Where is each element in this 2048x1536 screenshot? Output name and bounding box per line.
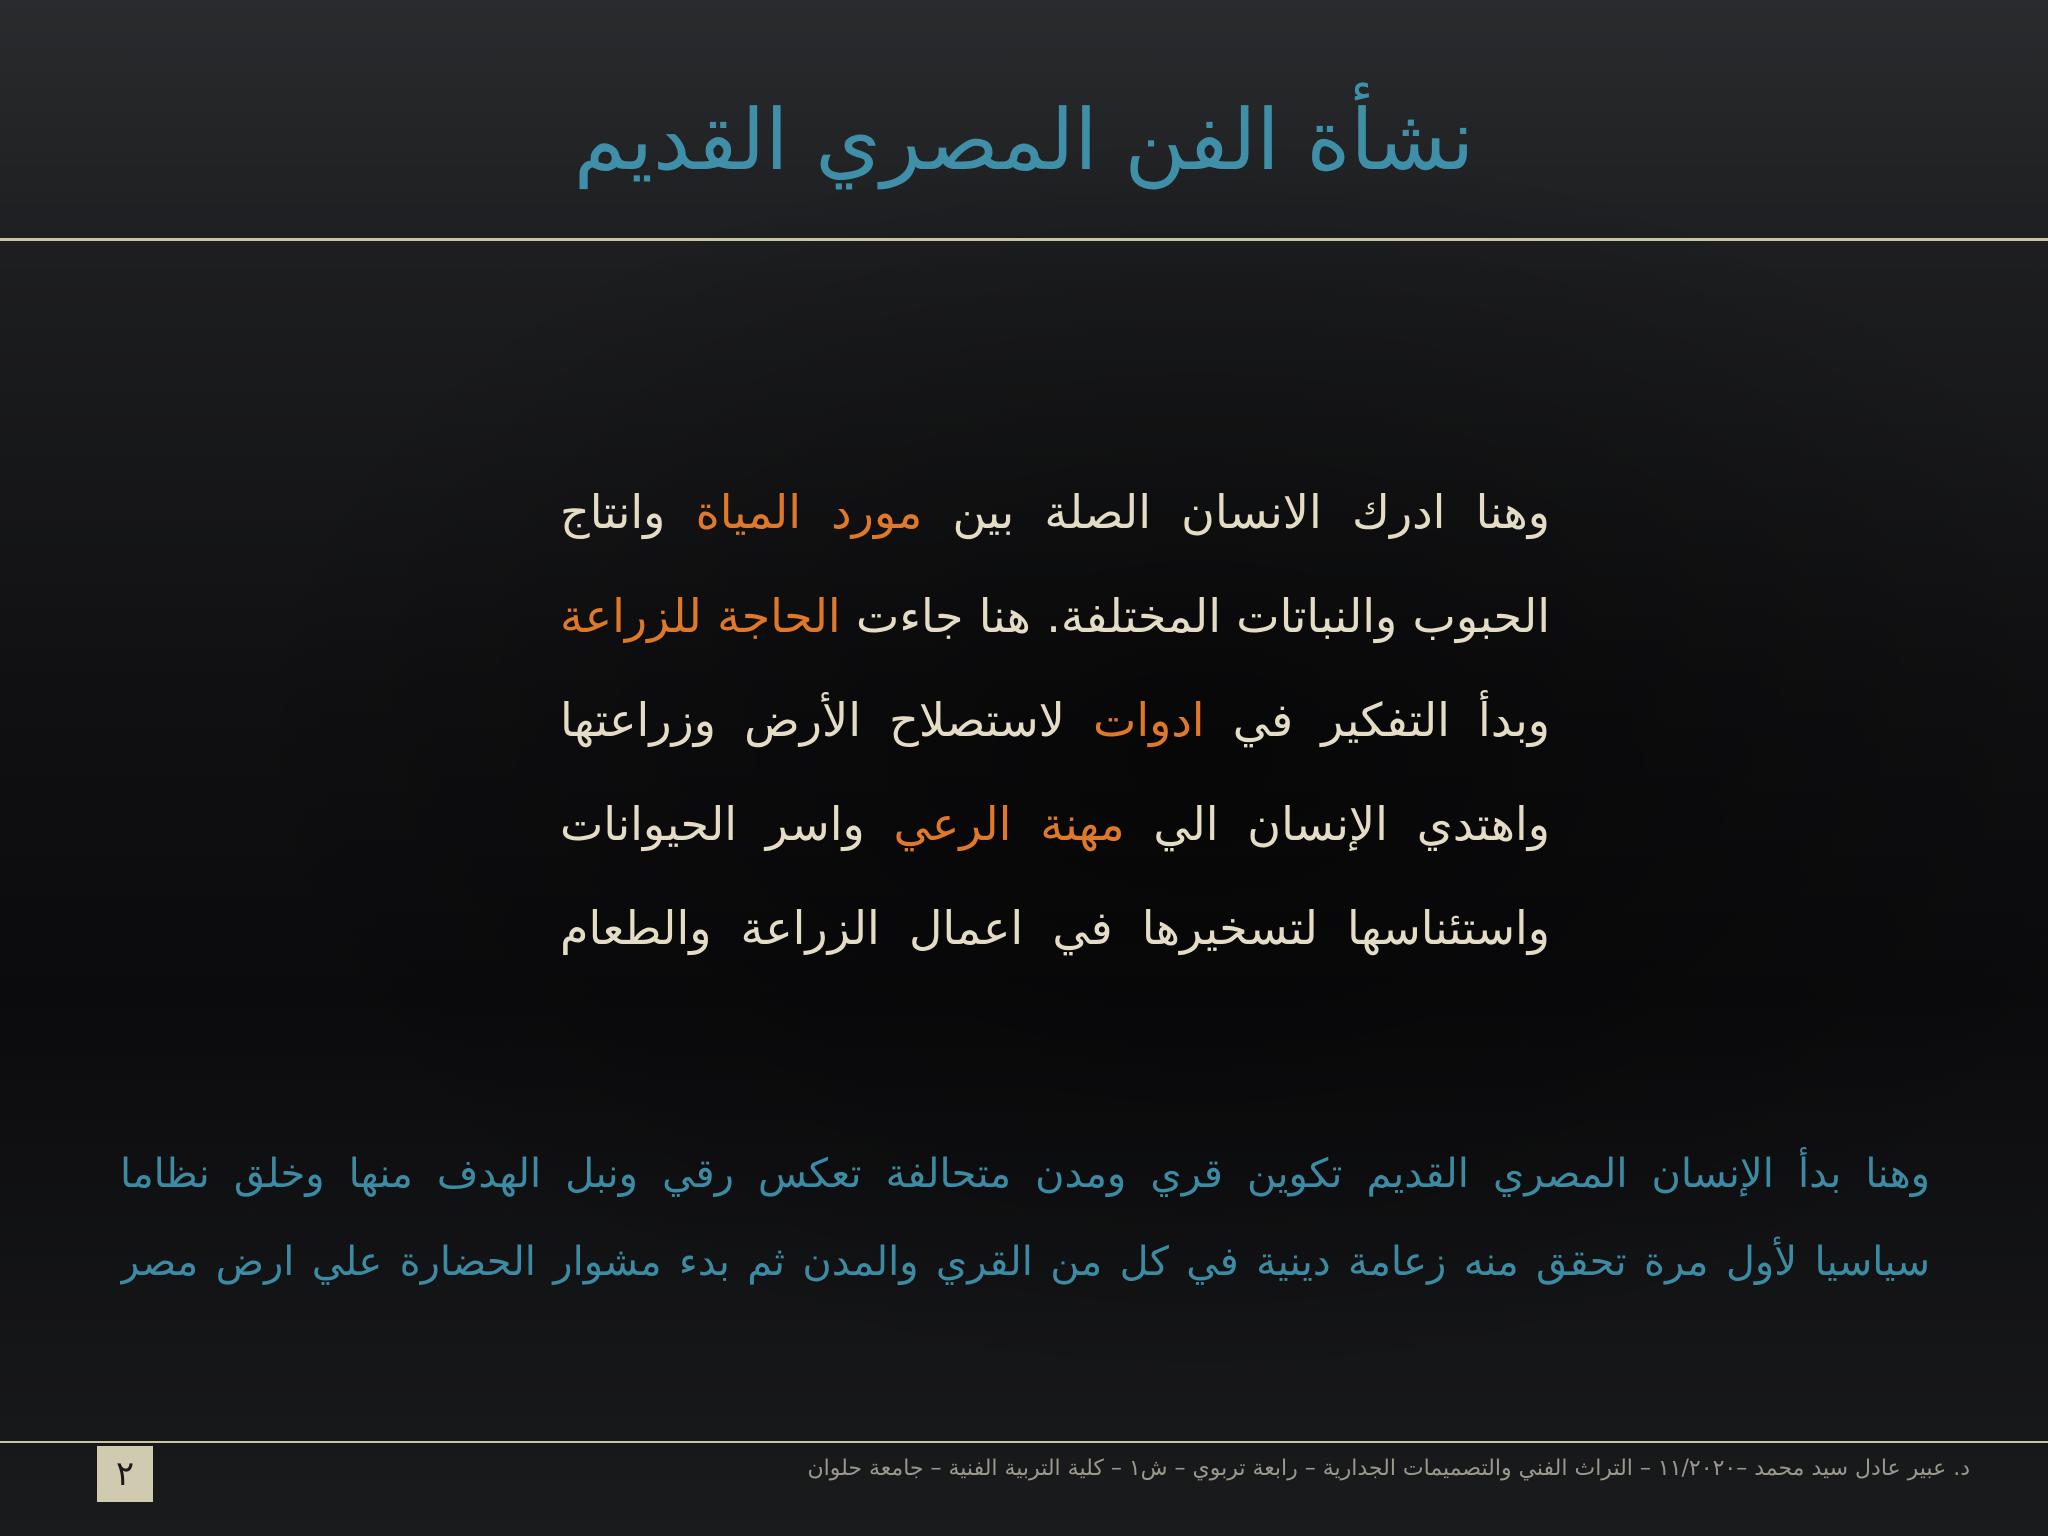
- body-segment: لاستصلاح الأرض وزراعتها: [560, 693, 1094, 747]
- body-line: [560, 460, 1550, 564]
- body-segment: واسر الحيوانات: [560, 797, 894, 851]
- summary-line: وهنا بدأ الإنسان المصري القديم تكوين قري ومدن متحالفة تعكس رقي ونبل الهدف منها وخلق نظاما: [120, 1151, 1930, 1197]
- footer-divider: [0, 1441, 2048, 1443]
- body-line: [560, 876, 1550, 980]
- highlight-segment: مهنة الرعي: [893, 797, 1125, 851]
- body-line: [560, 668, 1550, 772]
- body-segment: الحبوب والنباتات المختلفة. هنا جاءت: [840, 589, 1550, 643]
- body-text: [560, 460, 1550, 980]
- summary-text: [120, 1130, 1930, 1306]
- page-number: ٢: [97, 1446, 153, 1502]
- body-segment: وهنا ادرك الانسان الصلة بين: [922, 485, 1550, 539]
- summary-line: سياسيا لأول مرة تحقق منه زعامة دينية في كل من القري والمدن ثم بدء مشوار الحضارة علي ارض مصر: [120, 1239, 1930, 1285]
- highlight-segment: الحاجة للزراعة: [560, 589, 841, 643]
- slide-title: نشأة الفن المصري القديم: [573, 91, 1475, 189]
- highlight-segment: ادوات: [1093, 693, 1205, 747]
- body-segment: واهتدي الإنسان الي: [1124, 797, 1550, 851]
- body-segment: وانتاج: [560, 485, 696, 539]
- title-divider: [0, 238, 2048, 241]
- highlight-segment: مورد المياة: [695, 485, 923, 539]
- body-segment: واستئناسها لتسخيرها في اعمال الزراعة والطعام: [560, 901, 1550, 955]
- footer-text: د. عبير عادل سيد محمد –١١/٢٠٢٠ – التراث الفني والتصميمات الجدارية – رابعة تربوي – ش١ – كلية التربية الفنية – جامعة حلوان: [807, 1456, 1970, 1481]
- body-line: [560, 564, 1550, 668]
- body-segment: وبدأ التفكير في: [1204, 693, 1550, 747]
- body-line: [560, 772, 1550, 876]
